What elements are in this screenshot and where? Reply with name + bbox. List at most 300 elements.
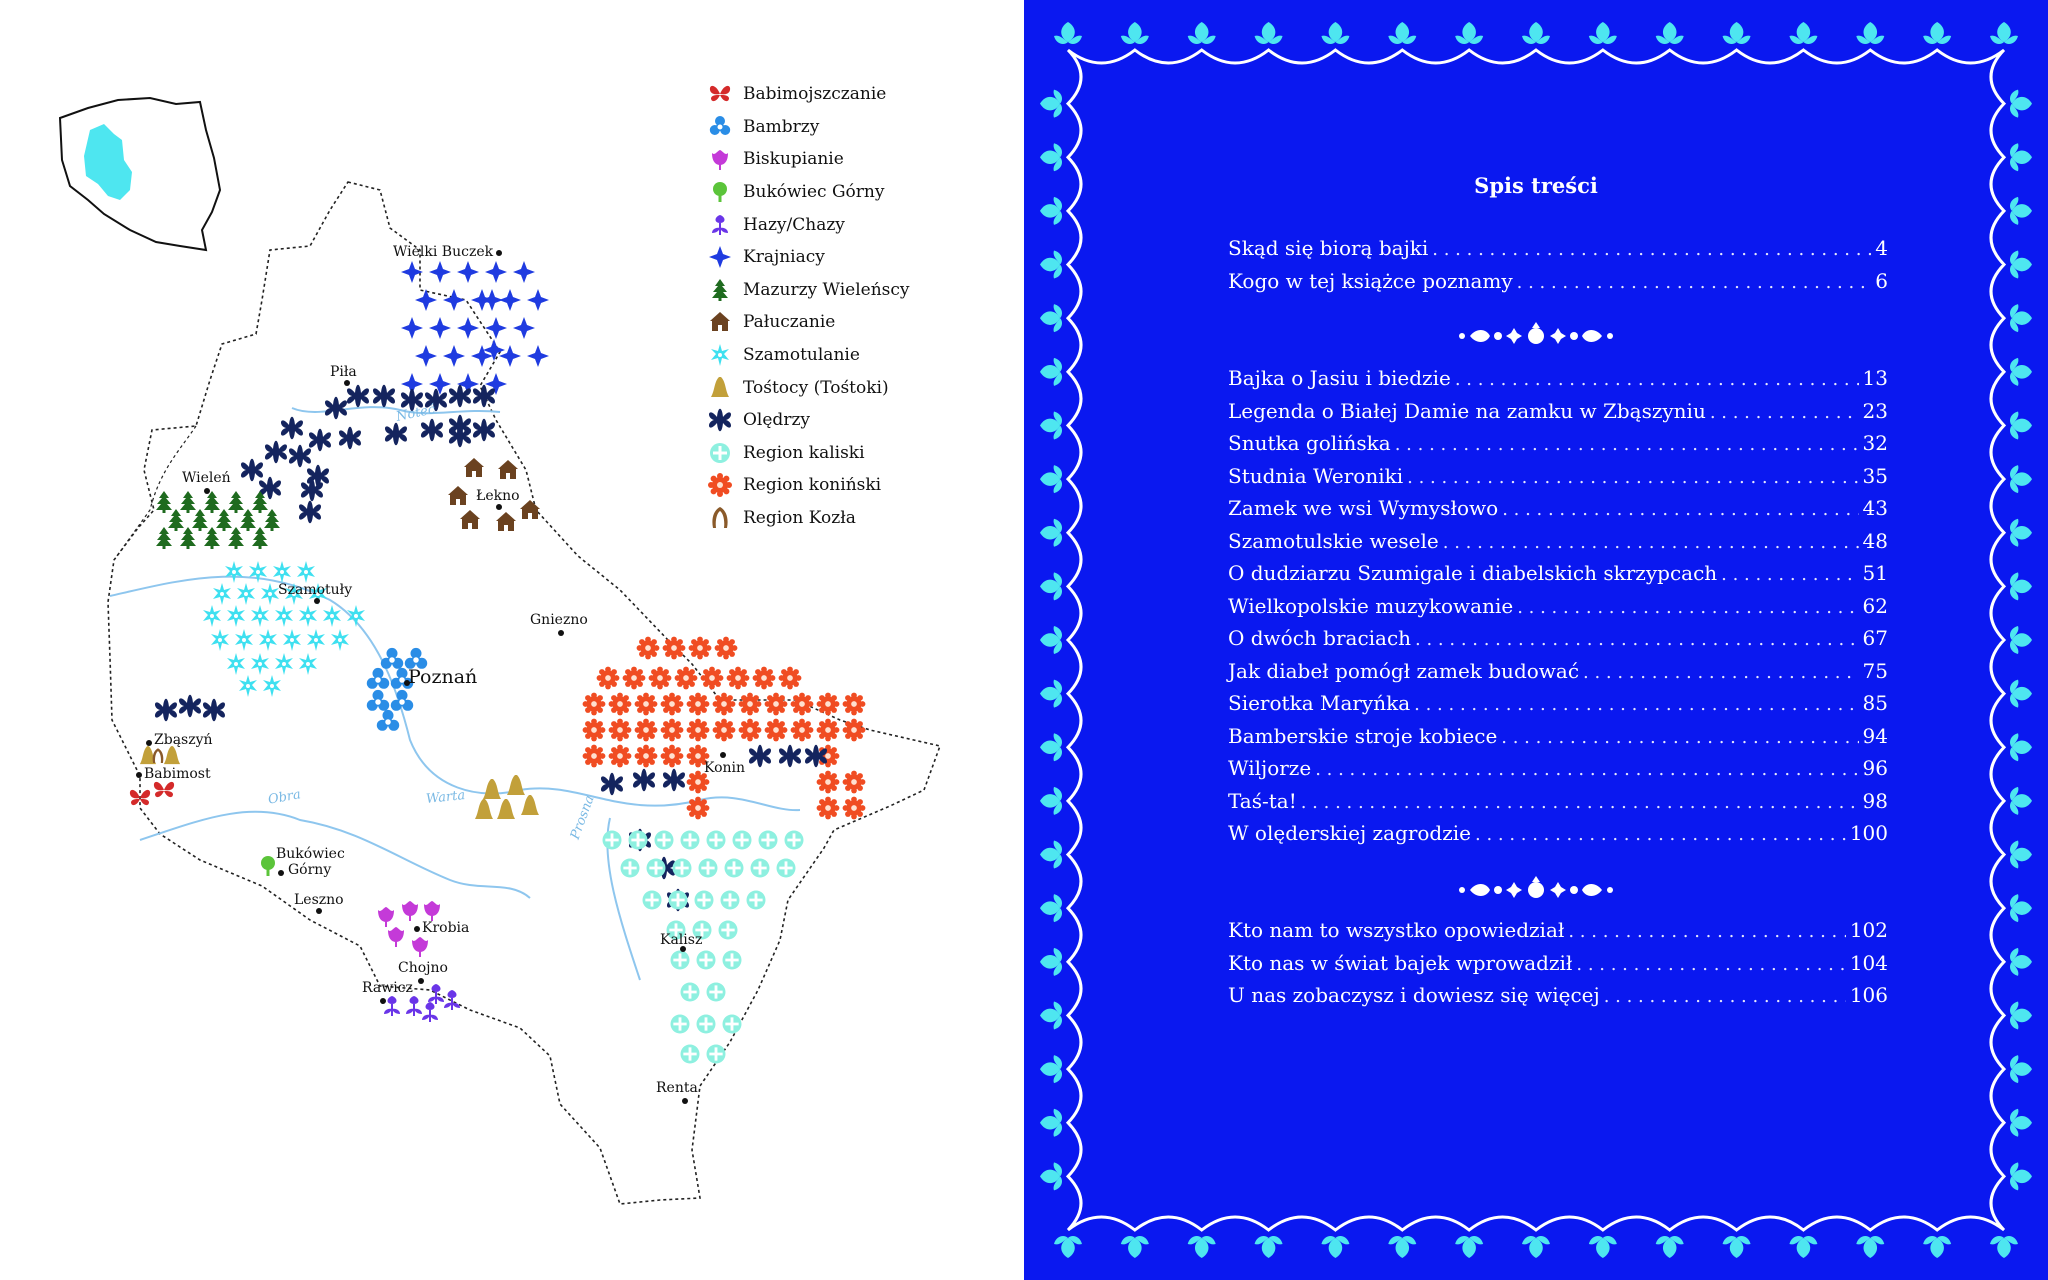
blue-star-map-symbol [443,289,465,311]
place-label-kalisz: Kalisz [660,932,703,948]
toc-entry[interactable] [1228,821,1888,851]
round-cross-map-symbol [697,1015,716,1034]
toc-leader-dots [1583,659,1859,683]
border-tulip-icon [1040,841,1062,869]
toc-leader-dots [1414,691,1858,715]
cross-flower-map-symbol [309,429,331,452]
toc-leader-dots [1721,561,1858,585]
blue-flower-icon [708,115,732,139]
toc-leader-dots [1432,236,1871,260]
toc-entry-title: Zamek we wsi Wymysłowo [1228,496,1499,520]
round-cross-map-symbol [707,831,726,850]
round-cross-map-symbol [699,859,718,878]
red-sun-map-symbol [843,797,866,820]
place-dot [414,926,420,932]
snowflake-map-symbol [237,583,255,605]
round-cross-map-symbol [603,831,622,850]
round-cross-map-symbol [707,983,726,1002]
toc-entry[interactable] [1228,431,1888,461]
snowflake-map-symbol [283,629,301,651]
hut-map-symbol [464,458,484,477]
toc-entry[interactable] [1228,951,1888,981]
snowflake-map-symbol [299,653,317,675]
goat-horn-map-symbol [153,748,164,763]
bell-map-symbol [483,779,501,799]
border-tulip-icon [1522,22,1550,44]
round-cross-map-symbol [643,891,662,910]
red-sun-map-symbol [609,719,632,742]
red-sun-map-symbol [583,693,606,716]
red-sun-map-symbol [817,771,840,794]
spruce-map-symbol [204,491,220,513]
toc-leader-dots [1502,496,1858,520]
cross-flower-map-symbol [385,423,407,446]
place-label-wielen: Wieleń [182,470,231,486]
toc-entry[interactable] [1228,496,1888,526]
toc-entry[interactable] [1228,529,1888,559]
round-cross-map-symbol [785,831,804,850]
toc-entry-page: 51 [1862,561,1888,585]
border-tulip-icon [1723,1236,1751,1258]
legend-label: Pałuczanie [743,312,836,333]
border-tulip-icon [1040,1055,1062,1083]
round-cross-icon [708,441,732,465]
river-label-prosna: Prosna [567,793,598,842]
place-label-babimost: Babimost [144,766,211,782]
blue-star-map-symbol [499,345,521,367]
legend-item [708,371,910,404]
place-dot [344,380,350,386]
border-tulip-icon [1923,22,1951,44]
toc-entry[interactable] [1228,594,1888,624]
river-label-notec: Noteć [394,402,437,425]
red-sun-map-symbol [687,693,710,716]
red-butterfly-map-symbol [154,782,174,797]
toc-leader-dots [1301,789,1859,813]
toc-leader-dots [1576,951,1845,975]
legend-item [708,208,910,241]
cross-flower-icon [708,408,732,432]
border-tulip-icon [1040,1109,1062,1137]
border-tulip-icon [1040,948,1062,976]
border-tulip-icon [1121,1236,1149,1258]
red-sun-map-symbol [583,745,606,768]
cross-flower-map-symbol [241,459,263,482]
blue-star-map-symbol [485,317,507,339]
border-tulip-icon [1040,251,1062,279]
border-tulip-icon [1040,894,1062,922]
spruce-map-symbol [192,509,208,531]
bell-map-symbol [164,746,180,764]
toc-entry-page: 6 [1875,268,1888,293]
snowflake-map-symbol [227,653,245,675]
border-tulip-icon [2010,1162,2032,1190]
round-cross-map-symbol [671,951,690,970]
hut-map-symbol [496,512,516,531]
legend-item [708,306,910,339]
snowflake-map-symbol [251,653,269,675]
round-cross-map-symbol [673,859,692,878]
red-sun-map-symbol [779,667,802,690]
blue-flower-map-symbol [367,690,389,711]
toc-leader-dots [1415,626,1859,650]
blue-flower-map-symbol [381,648,403,669]
legend-label: Szamotulanie [743,345,860,366]
toc-entry[interactable] [1228,659,1888,689]
spruce-map-symbol [156,491,172,513]
spruce-map-symbol [216,509,232,531]
spruce-map-symbol [156,527,172,549]
toc-entry-page: 35 [1862,463,1888,488]
spruce-map-symbol [204,527,220,549]
border-tulip-icon [2010,411,2032,439]
bell-map-symbol [521,795,539,815]
spruce-map-symbol [252,491,268,513]
toc-page [1024,0,2048,1280]
red-sun-map-symbol [661,745,684,768]
violet-sprig-map-symbol [422,1002,438,1022]
toc-entry[interactable] [1228,724,1888,754]
round-cross-map-symbol [655,831,674,850]
purple-tulip-map-symbol [402,901,418,921]
red-sun-map-symbol [739,719,762,742]
bell-icon [708,376,732,400]
place-dot [720,752,726,758]
legend-label: Mazurzy Wieleńscy [743,279,910,300]
toc-entry[interactable] [1228,561,1888,591]
border-tulip-icon [1856,1236,1884,1258]
border-tulip-icon [1255,22,1283,44]
border-tulip-icon [1990,1236,2018,1258]
border-tulip-icon [1656,1236,1684,1258]
toc-entry-title: Kogo w tej książce poznamy [1228,268,1513,293]
border-tulip-icon [1923,1236,1951,1258]
red-sun-map-symbol [753,667,776,690]
violet-sprig-map-symbol [406,996,422,1016]
legend-item [708,78,910,111]
toc-entry[interactable] [1228,236,1888,266]
blue-star-map-symbol [481,289,503,311]
legend-item [708,143,910,176]
toc-entry-title: Wiljorze [1228,756,1312,780]
border-tulip-icon [1388,22,1416,44]
red-sun-map-symbol [609,693,632,716]
border-tulip-icon [1040,358,1062,386]
snowflake-map-symbol [203,605,221,627]
cross-flower-map-symbol [289,445,311,468]
red-sun-map-symbol [687,797,710,820]
legend-label: Tośtocy (Tośtoki) [743,377,889,398]
hut-map-symbol [520,500,540,519]
toc-leader-dots [1517,594,1858,618]
green-tree-icon [708,180,732,204]
round-cross-map-symbol [669,891,688,910]
place-dot [496,504,502,510]
spruce-map-symbol [228,527,244,549]
border-tulip-icon [1789,22,1817,44]
toc-leader-dots [1407,464,1858,488]
round-cross-map-symbol [707,1045,726,1064]
toc-entry-page: 4 [1875,236,1888,260]
cross-flower-map-symbol [473,385,495,408]
toc-entry-page: 75 [1862,658,1888,683]
cross-flower-map-symbol [339,427,361,450]
round-cross-map-symbol [697,951,716,970]
toc-entry-title: Kto nam to wszystko opowiedział [1228,918,1565,942]
toc-entry-title: Kto nas w świat bajek wprowadził [1228,950,1573,975]
legend-item [708,176,910,209]
blue-star-map-symbol [513,261,535,283]
legend-label: Krajniacy [743,247,825,268]
snowflake-map-symbol [323,605,341,627]
border-tulip-icon [1040,197,1062,225]
toc-entry-page: 43 [1862,496,1888,520]
toc-entry[interactable] [1228,983,1888,1013]
place-label-leszno: Leszno [294,892,344,908]
legend-item [708,469,910,502]
place-dot [380,998,386,1004]
place-dot [496,250,502,256]
toc-entry[interactable] [1228,399,1888,429]
border-tulip-icon [1455,22,1483,44]
border-tulip-icon [1589,1236,1617,1258]
toc-entry-title: Legenda o Białej Damie na zamku w Zbąszyniu [1228,398,1706,423]
place-label-gniezno: Gniezno [530,612,588,628]
border-tulip-icon [1789,1236,1817,1258]
bell-map-symbol [475,799,493,819]
toc-entry-title: O dudziarzu Szumigale i diabelskich skrzypcach [1228,561,1718,585]
spruce-icon [708,278,732,302]
toc-entry-title: Skąd się biorą bajki [1228,236,1429,260]
toc-entry-title: O dwóch braciach [1228,626,1412,650]
border-tulip-icon [1388,1236,1416,1258]
snowflake-map-symbol [331,629,349,651]
violet-sprig-map-symbol [428,984,444,1004]
border-tulip-icon [1040,1001,1062,1029]
violet-sprig-icon [708,213,732,237]
place-label-szamotuly: Szamotuły [278,582,353,598]
border-tulip-icon [1054,22,1082,44]
round-cross-map-symbol [695,891,714,910]
toc-leader-dots [1501,724,1858,748]
place-dot [146,740,152,746]
border-tulip-icon [1040,626,1062,654]
border-tulip-icon [1040,90,1062,118]
place-dot [136,772,142,778]
toc-entry-title: Sierotka Maryńka [1228,691,1411,715]
spruce-map-symbol [264,509,280,531]
red-sun-map-symbol [765,719,788,742]
round-cross-map-symbol [621,859,640,878]
cross-flower-map-symbol [373,385,395,408]
border-tulip-icon [2010,680,2032,708]
toc-leader-dots [1475,821,1846,845]
poland-outline [60,98,220,250]
round-cross-map-symbol [681,983,700,1002]
toc-entry-page: 32 [1862,431,1888,455]
toc-entry-title: Studnia Weroniki [1228,463,1404,488]
toc-entry[interactable] [1228,464,1888,494]
blue-star-map-symbol [429,317,451,339]
border-tulip-icon [2010,787,2032,815]
spruce-map-symbol [228,491,244,513]
legend-item [708,111,910,144]
border-tulip-icon [1054,1236,1082,1258]
blue-star-map-symbol [513,317,535,339]
red-sun-map-symbol [635,693,658,716]
red-sun-map-symbol [739,693,762,716]
toc-entry[interactable] [1228,789,1888,819]
wielkopolska-highlight [84,124,132,200]
hut-map-symbol [448,486,468,505]
border-tulip-icon [1040,680,1062,708]
toc-entry[interactable] [1228,691,1888,721]
place-label-wielki-buczek: Wielki Buczek [393,244,494,260]
red-sun-map-symbol [817,719,840,742]
blue-star-map-symbol [527,289,549,311]
toc-leader-dots [1395,431,1859,455]
red-sun-map-symbol [597,667,620,690]
toc-entry-title: Taś-ta! [1228,788,1297,813]
toc-entry[interactable] [1228,626,1888,656]
cross-flower-map-symbol [421,419,443,442]
border-tulip-icon [1040,304,1062,332]
snowflake-map-symbol [299,605,317,627]
snowflake-map-symbol [273,561,291,583]
toc-entry-title: W olęderskiej zagrodzie [1228,821,1471,845]
border-tulip-icon [2010,90,2032,118]
toc-entry-title: Bajka o Jasiu i biedzie [1228,366,1451,390]
border-tulip-icon [2010,1001,2032,1029]
place-dot [558,630,564,636]
toc-leader-dots [1604,983,1846,1007]
border-tulip-icon [1321,1236,1349,1258]
toc-leader-dots [1517,269,1872,293]
round-cross-map-symbol [671,1015,690,1034]
hut-map-symbol [498,460,518,479]
toc-entry-page: 48 [1862,528,1888,553]
border-tulip-icon [1040,465,1062,493]
purple-tulip-map-symbol [412,937,428,957]
toc-entry-page: 98 [1862,788,1888,813]
border-tulip-icon [2010,465,2032,493]
purple-tulip-map-symbol [388,927,404,947]
border-tulip-icon [2010,841,2032,869]
toc-leader-dots [1455,366,1859,390]
blue-flower-map-symbol [367,668,389,689]
snowflake-map-symbol [297,561,315,583]
border-tulip-icon [2010,251,2032,279]
border-tulip-icon [1040,733,1062,761]
place-dot [278,870,284,876]
red-sun-map-symbol [713,719,736,742]
toc-entry[interactable] [1228,269,1888,299]
toc-entry-page: 100 [1849,821,1888,845]
legend-label: Bukówiec Górny [743,182,885,203]
red-sun-map-symbol [817,693,840,716]
spruce-map-symbol [240,509,256,531]
place-dot [314,598,320,604]
toc-entry[interactable] [1228,918,1888,948]
border-tulip-icon [1255,1236,1283,1258]
legend-label: Hazy/Chazy [743,214,845,235]
purple-tulip-icon [708,147,732,171]
round-cross-map-symbol [723,951,742,970]
cross-flower-map-symbol [473,419,495,442]
cross-flower-map-symbol [601,773,623,796]
place-label-renta: Renta [656,1080,698,1096]
border-tulip-icon [1040,519,1062,547]
purple-tulip-map-symbol [424,901,440,921]
border-tulip-icon [1040,411,1062,439]
red-sun-map-symbol [843,719,866,742]
border-tulip-icon [2010,304,2032,332]
toc-leader-dots [1710,399,1859,423]
cross-flower-map-symbol [347,385,369,408]
round-cross-map-symbol [725,859,744,878]
legend-label: Region koniński [743,475,882,496]
snowflake-map-symbol [263,675,281,697]
blue-star-map-symbol [457,261,479,283]
border-tulip-icon [1990,22,2018,44]
toc-leader-dots [1443,529,1859,553]
red-sun-map-symbol [701,667,724,690]
blue-flower-map-symbol [377,710,399,731]
border-tulip-icon [1040,1162,1062,1190]
red-sun-map-symbol [843,693,866,716]
place-label-rawicz: Rawicz [362,980,413,996]
place-dot [204,488,210,494]
snowflake-map-symbol [251,605,269,627]
round-cross-map-symbol [723,1015,742,1034]
toc-leader-dots [1568,918,1845,942]
toc-entry-title: U nas zobaczysz i dowiesz się więcej [1228,983,1600,1007]
toc-entry-page: 62 [1862,593,1888,618]
spruce-map-symbol [168,509,184,531]
red-sun-map-symbol [689,637,712,660]
red-sun-map-symbol [765,693,788,716]
snowflake-map-symbol [259,629,277,651]
blue-star-map-symbol [457,317,479,339]
border-tulip-icon [1040,143,1062,171]
toc-entry[interactable] [1228,756,1888,786]
toc-entry-page: 67 [1862,626,1888,650]
border-tulip-icon [1656,22,1684,44]
spruce-map-symbol [180,527,196,549]
place-label-gorny: Górny [288,862,332,878]
border-tulip-icon [2010,626,2032,654]
legend-label: Olędrzy [743,410,811,431]
border-tulip-icon [2010,894,2032,922]
place-dot [418,978,424,984]
round-cross-map-symbol [721,891,740,910]
legend-label: Babimojszczanie [743,84,887,105]
snowflake-map-symbol [213,583,231,605]
border-tulip-icon [2010,519,2032,547]
toc-entry[interactable] [1228,366,1888,396]
blue-star-map-symbol [527,345,549,367]
blue-star-map-symbol [485,261,507,283]
place-label-lekno: Łekno [476,488,520,504]
red-sun-map-symbol [609,745,632,768]
hut-map-symbol [460,510,480,529]
cross-flower-map-symbol [299,501,321,524]
snowflake-map-symbol [211,629,229,651]
blue-star-map-symbol [429,373,451,395]
violet-sprig-map-symbol [384,996,400,1016]
toc-entry-page: 13 [1862,366,1888,390]
red-sun-map-symbol [687,719,710,742]
